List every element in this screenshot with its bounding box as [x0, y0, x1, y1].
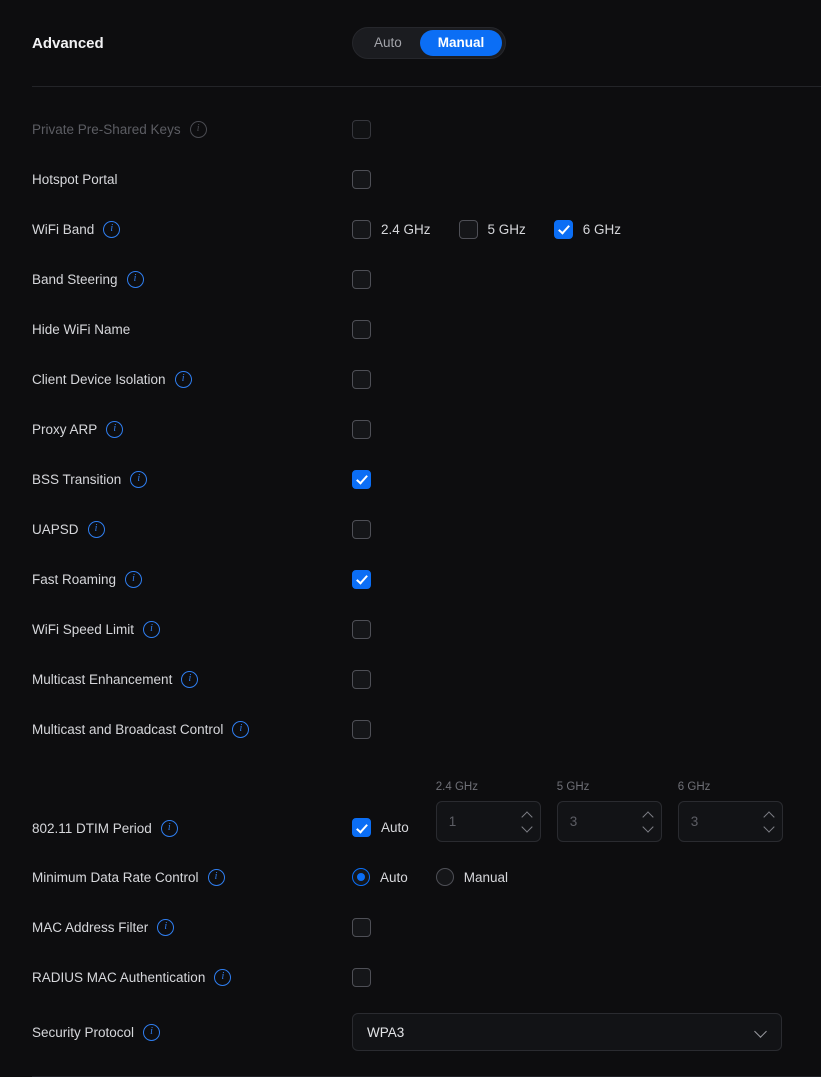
checkbox-radius-mac-authentication[interactable]: [352, 968, 371, 987]
info-icon[interactable]: i: [130, 471, 147, 488]
info-icon[interactable]: i: [88, 521, 105, 538]
checkbox-mac-address-filter[interactable]: [352, 918, 371, 937]
chevron-up-icon[interactable]: [522, 812, 534, 819]
row-label-private-pre-shared-keys: [32, 121, 352, 138]
row-security-protocol: [0, 1002, 821, 1062]
dtim-auto-option[interactable]: [352, 818, 409, 842]
controls-fast-roaming: [352, 570, 371, 589]
row-label-hide-wifi-name: [32, 322, 352, 337]
row-client-device-isolation: [0, 354, 821, 404]
checkbox-proxy-arp[interactable]: [352, 420, 371, 439]
page-title: Advanced: [32, 34, 104, 52]
row-label-wifi-band: [32, 221, 352, 238]
row-label-mac-address-filter: [32, 919, 352, 936]
row-proxy-arp: [0, 404, 821, 454]
min-data-rate-label-auto: Auto: [380, 869, 408, 885]
security-protocol-select[interactable]: [352, 1013, 782, 1051]
dtim-spinner-arrows-24: [522, 812, 534, 832]
row-private-pre-shared-keys: [0, 104, 821, 154]
chevron-down-icon[interactable]: [643, 825, 655, 832]
dtim-field-5: [557, 781, 662, 842]
dtim-value-24[interactable]: 1: [448, 814, 457, 829]
dtim-value-6[interactable]: 3: [690, 814, 699, 829]
controls-client-device-isolation: [352, 370, 371, 389]
row-label-hotspot-portal: [32, 172, 352, 187]
checkbox-hotspot-portal[interactable]: [352, 170, 371, 189]
row-wifi-speed-limit: [0, 604, 821, 654]
controls-band-steering: [352, 270, 371, 289]
dtim-spinner-arrows-5: [643, 812, 655, 832]
label-text: UAPSD: [32, 521, 79, 537]
info-icon[interactable]: i: [175, 371, 192, 388]
dtim-field-24: [436, 781, 541, 842]
dtim-spinner-6[interactable]: [678, 801, 783, 842]
info-icon[interactable]: i: [106, 421, 123, 438]
label-text: Fast Roaming: [32, 571, 117, 587]
checkbox-wifi-band-24[interactable]: [352, 220, 371, 239]
settings-rows: [0, 87, 821, 1062]
info-icon[interactable]: i: [143, 1024, 160, 1041]
row-radius-mac-authentication: [0, 952, 821, 1002]
mode-manual-button[interactable]: Manual: [420, 30, 503, 56]
info-icon[interactable]: i: [190, 121, 207, 138]
label-text: Security Protocol: [32, 1024, 135, 1040]
checkbox-bss-transition[interactable]: [352, 470, 371, 489]
controls-radius-mac-authentication: [352, 968, 371, 987]
section-spacer: [0, 754, 821, 774]
advanced-header-row: [0, 0, 821, 86]
info-icon[interactable]: i: [157, 919, 174, 936]
label-text: 802.11 DTIM Period: [32, 821, 152, 836]
row-label-band-steering: [32, 271, 352, 288]
dtim-band-label-24: 2.4 GHz: [435, 781, 478, 793]
checkbox-wifi-speed-limit[interactable]: [352, 620, 371, 639]
row-label-multicast-enhancement: [32, 671, 352, 688]
checkbox-wifi-band-6[interactable]: [554, 220, 573, 239]
label-text: Hide WiFi Name: [32, 321, 131, 337]
dtim-band-label-6: 6 GHz: [677, 781, 711, 793]
info-icon[interactable]: i: [161, 820, 178, 837]
row-dtim-period: [0, 774, 821, 852]
info-icon[interactable]: i: [103, 221, 120, 238]
row-band-steering: [0, 254, 821, 304]
checkbox-uapsd[interactable]: [352, 520, 371, 539]
row-label-radius-mac-authentication: [32, 969, 352, 986]
label-text: RADIUS MAC Authentication: [32, 969, 206, 985]
controls-private-pre-shared-keys: [352, 120, 371, 139]
dtim-field-6: [678, 781, 783, 842]
wifi-band-option-6[interactable]: [554, 220, 621, 239]
row-multicast-enhancement: [0, 654, 821, 704]
radio-min-data-rate-manual[interactable]: [436, 868, 454, 886]
checkbox-band-steering[interactable]: [352, 270, 371, 289]
label-text: Minimum Data Rate Control: [32, 869, 199, 885]
label-text: Hotspot Portal: [32, 171, 118, 187]
controls-uapsd: [352, 520, 371, 539]
row-mac-address-filter: [0, 902, 821, 952]
checkbox-fast-roaming[interactable]: [352, 570, 371, 589]
radio-min-data-rate-auto[interactable]: [352, 868, 370, 886]
label-text: MAC Address Filter: [32, 919, 149, 935]
chevron-up-icon[interactable]: [764, 812, 776, 819]
label-text: Band Steering: [32, 271, 118, 287]
row-label-dtim-period: [32, 820, 352, 842]
controls-hotspot-portal: [352, 170, 371, 189]
row-hotspot-portal: [0, 154, 821, 204]
controls-mac-address-filter: [352, 918, 371, 937]
chevron-up-icon[interactable]: [643, 812, 655, 819]
wifi-band-label-6: 6 GHz: [582, 221, 622, 237]
info-icon[interactable]: i: [181, 671, 198, 688]
security-protocol-value: WPA3: [367, 1024, 405, 1040]
dtim-spinner-5[interactable]: [557, 801, 662, 842]
row-label-uapsd: [32, 521, 352, 538]
row-label-security-protocol: [32, 1024, 352, 1041]
dtim-value-5[interactable]: 3: [569, 814, 578, 829]
info-icon[interactable]: i: [232, 721, 249, 738]
controls-proxy-arp: [352, 420, 371, 439]
row-uapsd: [0, 504, 821, 554]
row-label-bss-transition: [32, 471, 352, 488]
row-minimum-data-rate-control: [0, 852, 821, 902]
label-text: Client Device Isolation: [32, 371, 166, 387]
checkbox-multicast-enhancement[interactable]: [352, 670, 371, 689]
label-text: WiFi Band: [32, 221, 95, 237]
checkbox-wifi-band-5[interactable]: [459, 220, 478, 239]
row-label-fast-roaming: [32, 571, 352, 588]
row-multicast-broadcast-control: [0, 704, 821, 754]
chevron-down-icon[interactable]: [522, 825, 534, 832]
label-text: Proxy ARP: [32, 421, 98, 437]
dtim-spinner-arrows-6: [764, 812, 776, 832]
min-data-rate-label-manual: Manual: [463, 869, 509, 885]
row-wifi-band: [0, 204, 821, 254]
mode-segmented-control[interactable]: [352, 27, 506, 59]
row-bss-transition: [0, 454, 821, 504]
controls-wifi-speed-limit: [352, 620, 371, 639]
wifi-band-label-5: 5 GHz: [487, 221, 526, 237]
checkbox-client-device-isolation[interactable]: [352, 370, 371, 389]
info-icon[interactable]: i: [214, 969, 231, 986]
controls-multicast-enhancement: [352, 670, 371, 689]
row-label-client-device-isolation: [32, 371, 352, 388]
label-text: Private Pre-Shared Keys: [32, 121, 181, 137]
controls-wifi-band: [352, 220, 649, 239]
dtim-spinner-24[interactable]: [436, 801, 541, 842]
row-fast-roaming: [0, 554, 821, 604]
controls-security-protocol: [352, 1013, 782, 1051]
wifi-band-option-5[interactable]: [459, 220, 526, 239]
row-label-wifi-speed-limit: [32, 621, 352, 638]
chevron-down-icon[interactable]: [764, 825, 776, 832]
controls-minimum-data-rate-control: [352, 868, 536, 886]
checkbox-private-pre-shared-keys[interactable]: [352, 120, 371, 139]
label-text: Multicast Enhancement: [32, 671, 173, 687]
checkbox-multicast-broadcast-control[interactable]: [352, 720, 371, 739]
info-icon[interactable]: i: [143, 621, 160, 638]
checkbox-hide-wifi-name[interactable]: [352, 320, 371, 339]
info-icon[interactable]: i: [127, 271, 144, 288]
min-data-rate-option-manual[interactable]: [436, 868, 508, 886]
row-label-multicast-broadcast-control: [32, 721, 352, 738]
wifi-band-option-24[interactable]: [352, 220, 431, 239]
mode-auto-button[interactable]: Auto: [374, 35, 402, 50]
label-text: WiFi Speed Limit: [32, 621, 135, 637]
info-icon[interactable]: i: [125, 571, 142, 588]
row-label-proxy-arp: [32, 421, 352, 438]
label-text: BSS Transition: [32, 471, 122, 487]
chevron-down-icon[interactable]: [756, 1027, 767, 1038]
dtim-auto-label: Auto: [381, 820, 409, 835]
controls-hide-wifi-name: [352, 320, 371, 339]
dtim-band-label-5: 5 GHz: [556, 781, 590, 793]
label-text: Multicast and Broadcast Control: [32, 721, 224, 737]
controls-bss-transition: [352, 470, 371, 489]
min-data-rate-option-auto[interactable]: [352, 868, 408, 886]
row-label-minimum-data-rate-control: [32, 869, 352, 886]
wifi-band-label-24: 2.4 GHz: [381, 221, 431, 237]
controls-multicast-broadcast-control: [352, 720, 371, 739]
info-icon[interactable]: i: [208, 869, 225, 886]
controls-dtim-period: [352, 781, 799, 842]
checkbox-dtim-auto[interactable]: [352, 818, 371, 837]
row-hide-wifi-name: [0, 304, 821, 354]
